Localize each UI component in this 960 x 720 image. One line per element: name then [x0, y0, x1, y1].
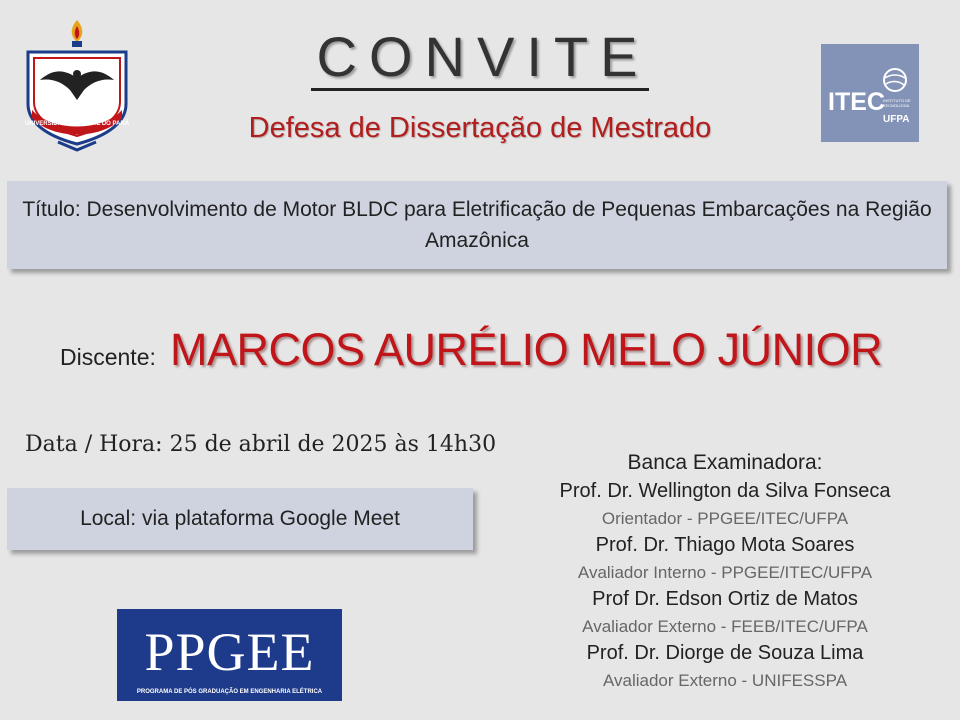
ppgee-logo-subtext: PROGRAMA DE PÓS GRADUAÇÃO EM ENGENHARIA ELÉTRICA: [136, 689, 323, 695]
board-member-name: Prof. Dr. Wellington da Silva Fonseca: [559, 480, 891, 502]
date-time: Data / Hora: 25 de abril de 2025 às 14h30: [25, 432, 497, 457]
page-subtitle: Defesa de Dissertação de Mestrado: [248, 112, 712, 144]
board-member-name: Prof Dr. Edson Ortiz de Matos: [592, 588, 858, 610]
ufpa-seal-text: UNIVERSIDADE FEDERAL DO PARÁ: [24, 121, 130, 127]
itec-logo-text: ITEC: [828, 88, 885, 116]
dissertation-title-box: [7, 181, 947, 269]
page-title: [0, 24, 960, 89]
page-title-text: CONVITE: [311, 25, 650, 91]
examining-board-title: Banca Examinadora:: [627, 451, 823, 474]
ppgee-logo: [117, 609, 342, 701]
board-member-role: Orientador - PPGEE/ITEC/UFPA: [601, 509, 849, 528]
discente-name: MARCOS AURÉLIO MELO JÚNIOR: [170, 324, 883, 375]
board-member-name: Prof. Dr. Diorge de Souza Lima: [586, 642, 864, 664]
board-member-role: Avaliador Interno - PPGEE/ITEC/UFPA: [577, 563, 873, 582]
location-value: via plataforma Google Meet: [141, 507, 400, 530]
discente-label: Discente:: [60, 344, 156, 370]
board-member-role: Avaliador Externo - FEEB/ITEC/UFPA: [582, 617, 868, 636]
board-member-role: Avaliador Externo - UNIFESSPA: [602, 671, 848, 690]
itec-logo-subtext: INSTITUTO DE TECNOLOGIA: [883, 98, 911, 108]
location-box: [7, 488, 473, 550]
board-member-name: Prof. Dr. Thiago Mota Soares: [595, 534, 855, 556]
location-label: Local:: [80, 507, 137, 530]
ppgee-logo-text: PPGEE: [144, 622, 315, 682]
dissertation-title: Título: Desenvolvimento de Motor BLDC para Eletrificação de Pequenas Embarcações na Região Amazônica: [22, 198, 932, 252]
itec-logo-ufpa: UFPA: [883, 114, 910, 125]
examining-board: [490, 448, 960, 694]
